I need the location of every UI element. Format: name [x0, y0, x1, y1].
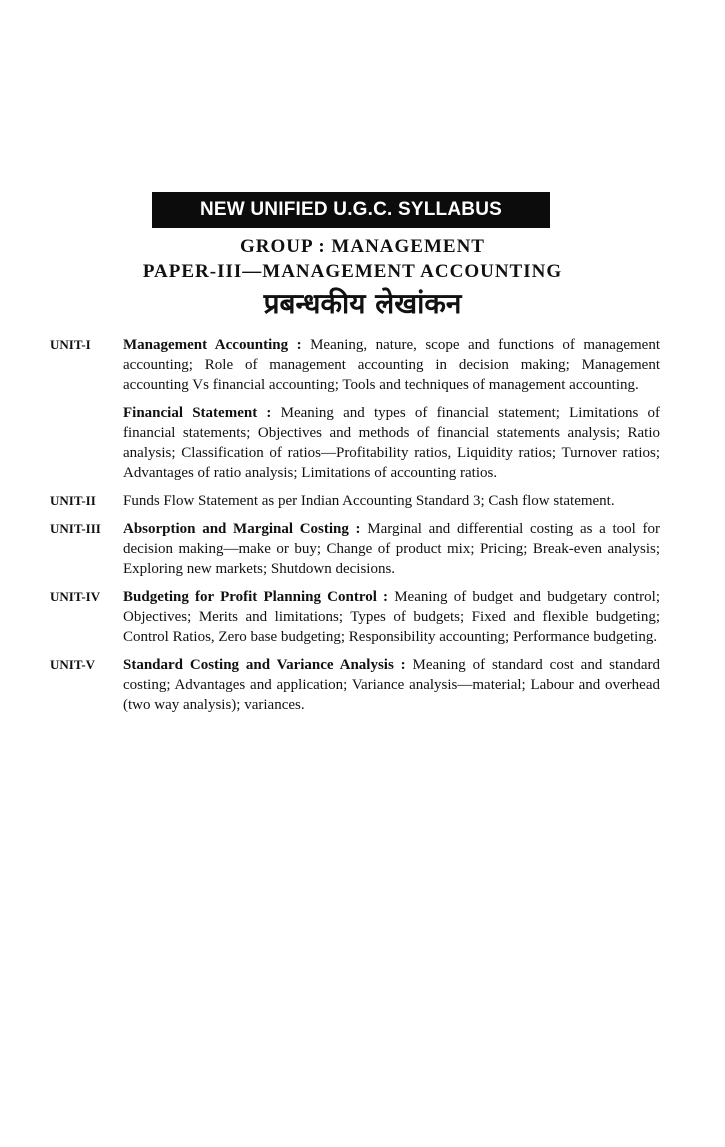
unit-paragraph: [123, 655, 660, 715]
unit-label: UNIT-I: [50, 337, 91, 352]
hindi-title: प्रबन्धकीय लेखांकन: [263, 287, 462, 320]
paper-heading: PAPER-III—MANAGEMENT ACCOUNTING: [142, 261, 563, 282]
unit-block: [50, 587, 660, 647]
topic-heading: Budgeting for Profit Planning Control :: [123, 589, 389, 605]
unit-paragraph: [123, 519, 660, 579]
units-list: [50, 335, 660, 723]
unit-block: [50, 655, 660, 715]
unit-paragraph: [123, 491, 660, 511]
unit-label: UNIT-V: [50, 657, 96, 672]
unit-paragraph: [123, 335, 660, 395]
topic-text: Funds Flow Statement as per Indian Accounting Standard 3; Cash flow statement.: [123, 493, 615, 509]
unit-block: [50, 335, 660, 483]
unit-paragraph: [123, 587, 660, 647]
topic-heading: Management Accounting :: [123, 337, 302, 353]
topic-heading: Absorption and Marginal Costing :: [123, 521, 361, 537]
topic-text: Meaning and types of financial statement; Limitations of financial statements; Objectives and methods of financial statements analysis; Ratio analysis; Classification of ratios—Profitability ratios, Liquidity ratios; Turnover ratios; Advantages of ratio analysis; Limitations of accounting ratios.: [123, 405, 660, 481]
syllabus-banner: NEW UNIFIED U.G.C. SYLLABUS: [152, 192, 550, 228]
topic-heading: Standard Costing and Variance Analysis :: [123, 657, 406, 673]
unit-body: [123, 335, 660, 483]
topic-text: Meaning, nature, scope and functions of management accounting; Role of management accounting in decision making; Management accounting Vs financial accounting; Tools and techniques of management accounting.: [123, 337, 661, 393]
unit-block: [50, 519, 660, 579]
unit-label: UNIT-III: [50, 521, 101, 536]
unit-body: [123, 491, 660, 511]
group-heading: GROUP : MANAGEMENT: [240, 236, 485, 257]
unit-paragraph: [123, 403, 660, 483]
topic-heading: Financial Statement :: [123, 405, 272, 421]
topic-text: Meaning of standard cost and standard costing; Advantages and application; Variance analysis—material; Labour and overhead (two way analysis); variances.: [123, 657, 660, 713]
unit-label: UNIT-II: [50, 493, 96, 508]
unit-block: [50, 491, 660, 511]
unit-body: [123, 519, 660, 579]
topic-text: Meaning of budget and budgetary control; Objectives; Merits and limitations; Types of budgets; Fixed and flexible budgeting; Control Ratios, Zero base budgeting; Responsibility accounting; Performance budgeting.: [123, 589, 661, 645]
topic-text: Marginal and differential costing as a tool for decision making—make or buy; Change of product mix; Pricing; Break-even analysis; Exploring new markets; Shutdown decisions.: [123, 521, 660, 577]
unit-label: UNIT-IV: [50, 589, 101, 604]
unit-body: [123, 587, 660, 647]
unit-body: [123, 655, 660, 715]
